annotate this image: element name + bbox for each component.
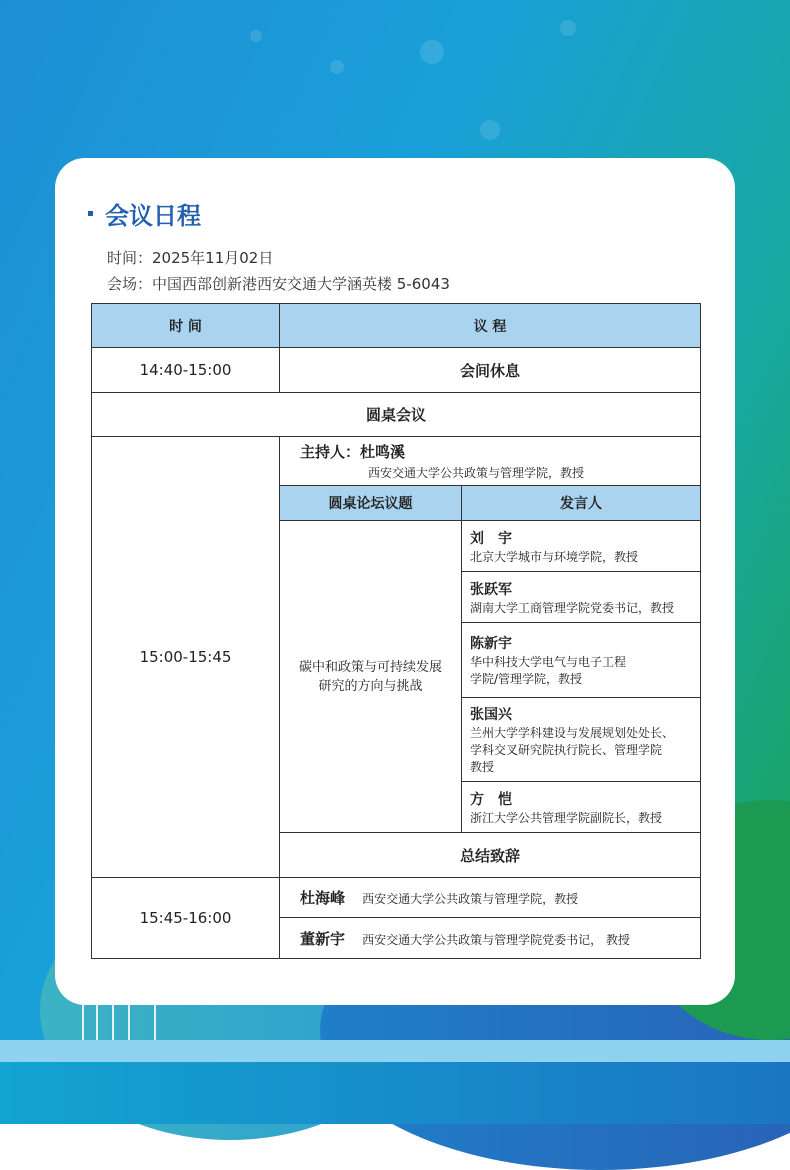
topic-cell: [280, 521, 462, 833]
break-time: 14:40-15:00: [92, 348, 280, 393]
closing-speaker-affiliation: 西安交通大学公共政策与管理学院党委书记， 教授: [362, 932, 630, 947]
table-header-row: [92, 304, 701, 348]
roundtable-section-title: 圆桌会议: [92, 393, 701, 437]
closing-speaker-row: [92, 878, 701, 918]
speaker-affiliation: 湖南大学工商管理学院党委书记，教授: [470, 600, 675, 615]
speaker-name: 张跃军: [470, 581, 512, 598]
date-line: 时间：2025年11月02日: [107, 249, 274, 267]
topic-header: 圆桌论坛议题: [280, 486, 462, 521]
building-line-decoration: [128, 1000, 130, 1040]
bubble-decoration: [420, 40, 444, 64]
building-line-decoration: [154, 1000, 156, 1040]
speaker-affiliation: 学院/管理学院，教授: [470, 672, 583, 686]
speaker-header: 发言人: [462, 486, 701, 521]
building-line-decoration: [82, 1000, 84, 1040]
speaker-name: 张国兴: [470, 707, 512, 723]
closing-speaker-cell: [280, 878, 701, 918]
host-label: 主持人：杜鸣溪: [300, 443, 406, 461]
speaker-cell: [462, 572, 701, 623]
speaker-cell: [462, 521, 701, 572]
bubble-decoration: [330, 60, 344, 74]
speaker-cell: [462, 782, 701, 833]
roundtable-time: 15:00-15:45: [92, 437, 280, 878]
bubble-decoration: [560, 20, 576, 36]
bubble-decoration: [480, 120, 500, 140]
page-title: [88, 196, 201, 231]
building-line-decoration: [112, 1000, 114, 1040]
speaker-cell: [462, 623, 701, 698]
speaker-affiliation: 兰州大学学科建设与发展规划处处长、: [470, 726, 675, 740]
speaker-affiliation: 教授: [470, 760, 495, 774]
break-row: [92, 348, 701, 393]
speaker-name: 刘 宇: [470, 530, 512, 547]
speaker-affiliation: 学科交叉研究院执行院长、管理学院: [470, 743, 663, 757]
closing-speaker-affiliation: 西安交通大学公共政策与管理学院，教授: [362, 892, 579, 906]
footer-band-dark: [0, 1062, 790, 1124]
topic-line: 研究的方向与挑战: [318, 678, 423, 694]
venue-line: 会场：中国西部创新港西安交通大学涵英楼 5-6043: [107, 275, 450, 293]
speaker-name: 方 恺: [470, 791, 512, 808]
bubble-decoration: [250, 30, 262, 42]
speaker-affiliation: 浙江大学公共管理学院副院长，教授: [470, 810, 663, 825]
closing-speaker-cell: [280, 918, 701, 959]
page-title-text: 会议日程: [105, 202, 201, 230]
host-affiliation: 西安交通大学公共政策与管理学院，教授: [368, 466, 585, 480]
topic-line: 碳中和政策与可持续发展: [298, 659, 442, 675]
speaker-cell: [462, 698, 701, 782]
break-label: 会间休息: [280, 348, 701, 393]
agenda-table: [91, 303, 701, 959]
host-row: [92, 437, 701, 486]
closing-speaker-name: 董新宇: [300, 929, 346, 948]
closing-time: 15:45-16:00: [92, 878, 280, 959]
footer-band-light: [0, 1040, 790, 1062]
building-line-decoration: [96, 1000, 98, 1040]
header-agenda: 议 程: [280, 304, 701, 348]
host-cell: [280, 437, 701, 486]
bullet-icon: [88, 211, 93, 216]
speaker-affiliation: 华中科技大学电气与电子工程: [470, 655, 627, 669]
speaker-name: 陈新宇: [470, 636, 512, 652]
closing-speaker-name: 杜海峰: [300, 889, 346, 907]
header-time: 时 间: [92, 304, 280, 348]
speaker-affiliation: 北京大学城市与环境学院，教授: [470, 549, 639, 564]
closing-section-title: 总结致辞: [280, 833, 701, 878]
roundtable-section-row: [92, 393, 701, 437]
